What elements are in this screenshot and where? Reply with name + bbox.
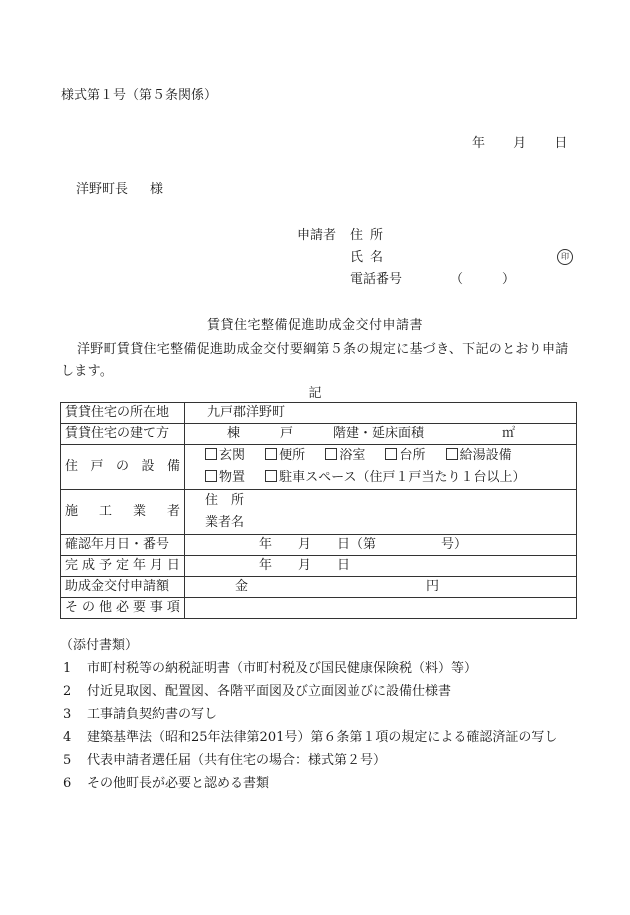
facility-checkbox-benjo[interactable]: 便所 <box>265 448 305 463</box>
facility-checkbox-kyuto[interactable]: 給湯設備 <box>446 448 512 463</box>
attachments-heading: （添付書類） <box>60 638 139 653</box>
checkbox-icon[interactable] <box>205 448 217 460</box>
applicant-address: 住 所 <box>350 228 384 243</box>
table-row <box>61 535 577 556</box>
completion-value[interactable]: 年 月 日 <box>185 556 577 577</box>
applicant-name: 氏 名 <box>350 250 384 265</box>
form-id: 様式第１号（第５条関係） <box>61 88 218 103</box>
document-title: 賃貸住宅整備促進助成金交付申請書 <box>206 318 423 333</box>
application-date <box>472 135 567 153</box>
list-item: 2 付近見取図、配置図、各階平面図及び立面図並びに設備仕様書 <box>63 684 452 699</box>
date-year: 年 <box>472 136 486 151</box>
applicant-phone: 電話番号 （ ） <box>350 272 516 287</box>
table-row <box>61 424 577 445</box>
other-value[interactable] <box>185 598 577 619</box>
facility-checkbox-yokushitsu[interactable]: 浴室 <box>325 448 365 463</box>
table-row <box>61 577 577 598</box>
facility-checkbox-daidokoro[interactable]: 台所 <box>385 448 425 463</box>
intro-paragraph: 洋野町賃貸住宅整備促進助成金交付要綱第５条の規定に基づき、下記のとおり申請します。 <box>61 342 569 379</box>
seal-icon: 印 <box>557 249 573 265</box>
location-label: 賃貸住宅の所在地 <box>61 403 185 424</box>
date-day: 日 <box>554 136 568 151</box>
list-item: 6 その他町長が必要と認める書類 <box>63 776 270 791</box>
list-item: 4 建築基準法（昭和25年法律第201号）第６条第１項の規定による確認済証の写し <box>63 730 558 745</box>
facility-label: 住 戸 の 設 備 <box>61 445 185 490</box>
confirm-label: 確認年月日・番号 <box>61 535 185 556</box>
addressee <box>76 181 163 199</box>
contractor-label: 施 工 業 者 <box>61 490 185 535</box>
list-item: 5 代表申請者選任届（共有住宅の場合：様式第２号） <box>63 753 387 768</box>
contractor-fields[interactable] <box>185 490 577 535</box>
table-row <box>61 403 577 424</box>
date-month: 月 <box>513 136 527 151</box>
checkbox-icon[interactable] <box>446 448 458 460</box>
contractor-name: 業者名 <box>205 515 245 530</box>
ki-heading: 記 <box>308 386 322 401</box>
addressee-name: 洋野町長 <box>76 182 129 197</box>
confirm-value[interactable]: 年 月 日（第 号） <box>185 535 577 556</box>
checkbox-icon[interactable] <box>205 470 217 482</box>
applicant-label: 申請者 <box>297 228 337 243</box>
table-row <box>61 598 577 619</box>
table-row <box>61 490 577 535</box>
facility-checkbox-monooki[interactable]: 物置 <box>205 470 245 485</box>
application-table <box>60 402 577 619</box>
checkbox-icon[interactable] <box>325 448 337 460</box>
facility-options <box>185 445 577 490</box>
addressee-suffix: 様 <box>150 182 164 197</box>
location-value: 九戸郡洋野町 <box>185 403 577 424</box>
build-label: 賃貸住宅の建て方 <box>61 424 185 445</box>
table-row <box>61 445 577 490</box>
table-row <box>61 556 577 577</box>
list-item: 3 工事請負契約書の写し <box>63 707 218 722</box>
checkbox-icon[interactable] <box>385 448 397 460</box>
checkbox-icon[interactable] <box>265 448 277 460</box>
list-item: 1 市町村税等の納税証明書（市町村税及び国民健康保険税（料）等） <box>63 661 478 676</box>
facility-checkbox-genkan[interactable]: 玄関 <box>205 448 245 463</box>
amount-value[interactable]: 金 円 <box>185 577 577 598</box>
build-value: 棟 戸 階建・延床面積 ㎡ <box>185 424 577 445</box>
amount-label: 助成金交付申請額 <box>61 577 185 598</box>
checkbox-icon[interactable] <box>265 470 277 482</box>
other-label: そ の 他 必 要 事 項 <box>61 598 185 619</box>
contractor-address: 住 所 <box>205 493 245 508</box>
completion-label: 完 成 予 定 年 月 日 <box>61 556 185 577</box>
facility-checkbox-parking[interactable]: 駐車スペース（住戸１戸当たり１台以上） <box>265 470 525 485</box>
